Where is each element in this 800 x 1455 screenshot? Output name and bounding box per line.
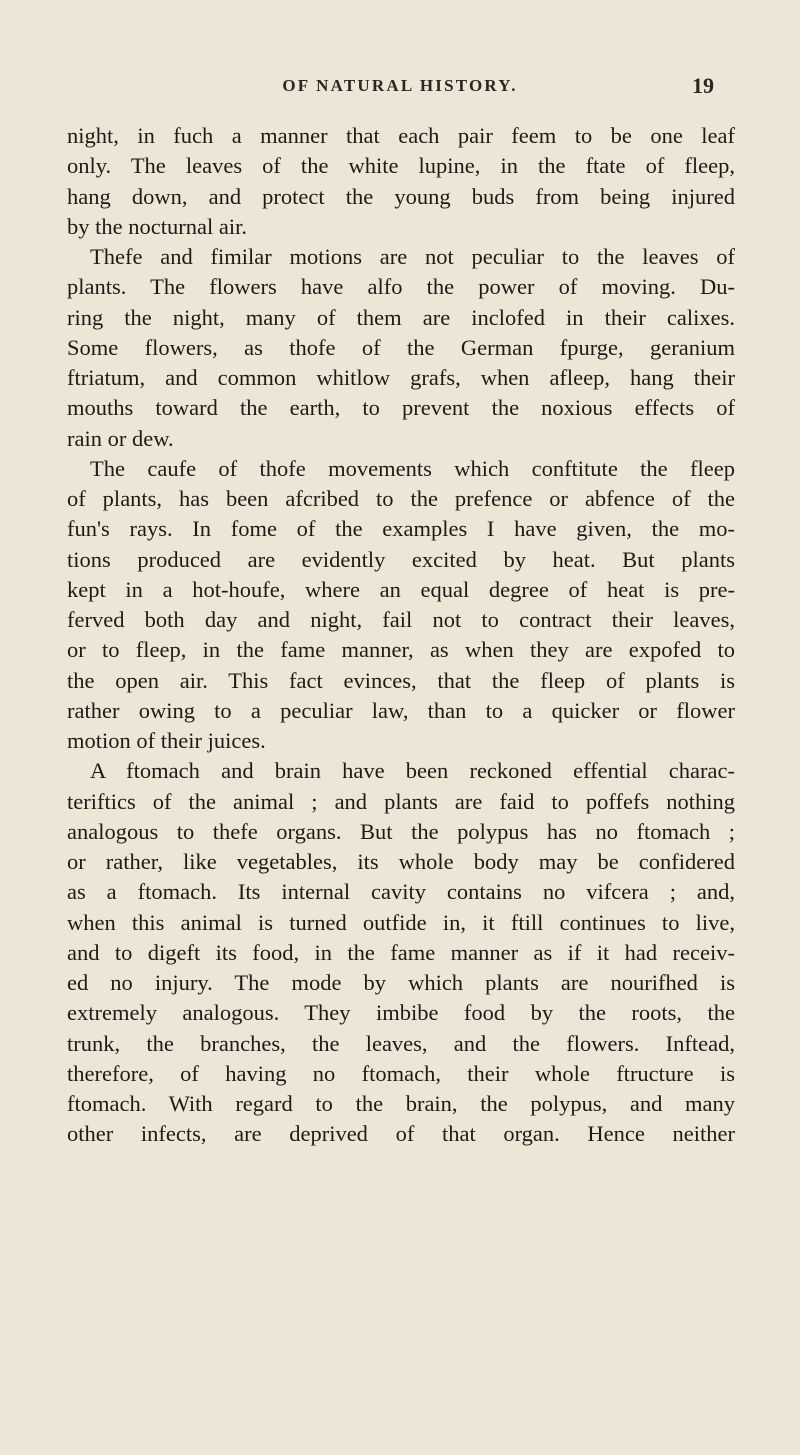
- text-line: motion of their juices.: [67, 728, 266, 753]
- text-line: A ftomach and brain have been reckoned effential charac-: [90, 758, 735, 784]
- text-line: Thefe and fimilar motions are not peculiar to the leaves of: [90, 244, 735, 269]
- text-line: fun's rays. In fome of the examples I have given, the mo-: [67, 516, 735, 542]
- text-line: ftomach. With regard to the brain, the polypus, and many: [67, 1091, 735, 1116]
- text-line: Some flowers, as thofe of the German fpurge, geranium: [67, 334, 735, 360]
- text-line: ring the night, many of them are inclofed in their calixes.: [67, 304, 735, 330]
- page-header: [0, 73, 800, 106]
- text-line: of plants, has been afcribed to the prefence or abfence of the: [67, 486, 735, 511]
- text-line: the open air. This fact evinces, that the fleep of plants is: [67, 667, 735, 693]
- text-line: teriftics of the animal ; and plants are faid to poffefs nothing: [67, 788, 735, 814]
- text-line: mouths toward the earth, to prevent the noxious effects of: [67, 395, 735, 421]
- text-line: The caufe of thofe movements which conftitute the fleep: [90, 455, 735, 481]
- body-text: [67, 121, 735, 1150]
- text-line: hang down, and protect the young buds from being injured: [67, 183, 735, 209]
- text-line: tions produced are evidently excited by heat. But plants: [67, 546, 735, 572]
- running-head: OF NATURAL HISTORY.: [282, 76, 518, 95]
- page-number: 19: [692, 73, 714, 98]
- text-line: or to fleep, in the fame manner, as when they are expofed to: [67, 637, 735, 663]
- text-line: or rather, like vegetables, its whole body may be confidered: [67, 849, 735, 874]
- text-line: only. The leaves of the white lupine, in the ftate of fleep,: [67, 153, 735, 179]
- text-line: when this animal is turned outfide in, it ftill continues to live,: [67, 909, 735, 935]
- text-line: by the nocturnal air.: [67, 213, 247, 239]
- text-line: ferved both day and night, fail not to contract their leaves,: [67, 607, 735, 632]
- text-line: other infects, are deprived of that organ. Hence neither: [67, 1121, 735, 1147]
- text-line: rather owing to a peculiar law, than to a quicker or flower: [67, 697, 735, 723]
- text-line: analogous to thefe organs. But the polypus has no ftomach ;: [67, 818, 735, 844]
- text-line: plants. The flowers have alfo the power of moving. Du-: [67, 274, 735, 300]
- text-line: therefore, of having no ftomach, their whole ftructure is: [67, 1060, 735, 1086]
- text-line: extremely analogous. They imbibe food by the roots, the: [67, 1000, 735, 1026]
- text-line: night, in fuch a manner that each pair feem to be one leaf: [67, 123, 735, 148]
- text-line: ed no injury. The mode by which plants are nourifhed is: [67, 970, 735, 995]
- text-line: kept in a hot-houfe, where an equal degree of heat is pre-: [67, 576, 735, 602]
- text-line: ftriatum, and common whitlow grafs, when afleep, hang their: [67, 365, 735, 390]
- text-line: as a ftomach. Its internal cavity contains no vifcera ; and,: [67, 879, 735, 905]
- text-line: trunk, the branches, the leaves, and the flowers. Inftead,: [67, 1030, 735, 1056]
- text-line: and to digeft its food, in the fame manner as if it had receiv-: [67, 939, 735, 965]
- text-line: rain or dew.: [67, 425, 174, 451]
